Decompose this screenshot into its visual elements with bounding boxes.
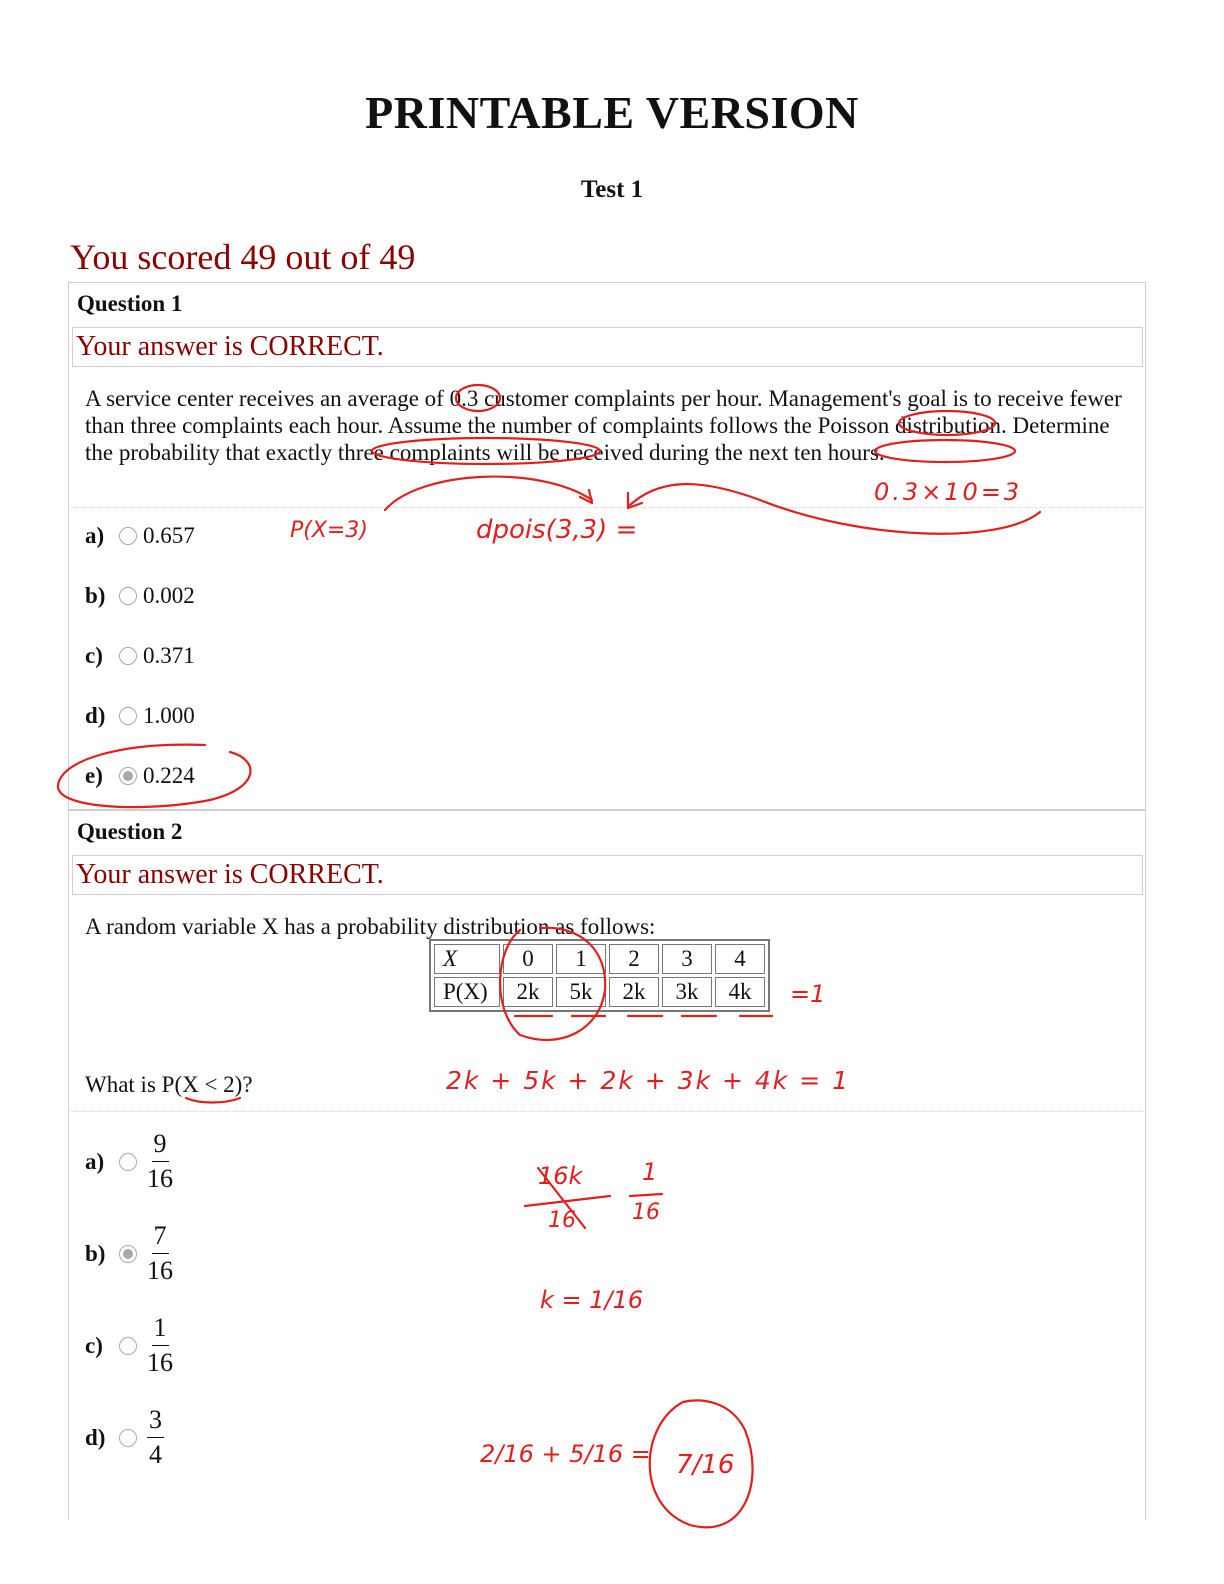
note-sum: 2k + 5k + 2k + 3k + 4k = 1: [446, 1066, 851, 1095]
separator: [71, 1111, 1143, 1112]
fraction: [147, 1221, 173, 1286]
radio-button-selected[interactable]: [119, 1245, 137, 1263]
question-title: Question 1: [77, 291, 183, 316]
question-text: A random variable X has a probability distribution as follows:: [85, 914, 656, 939]
score-text: You scored 49 out of 49: [70, 237, 416, 277]
option-c[interactable]: [85, 1313, 173, 1378]
table-row: [434, 944, 765, 974]
table-cell: 2: [609, 944, 659, 974]
table-cell: 3: [662, 944, 712, 974]
option-value: 0.371: [143, 643, 195, 668]
note-calc: 0.3×10=3: [874, 478, 1023, 506]
option-a[interactable]: [85, 523, 195, 549]
numerator: 1: [152, 1313, 169, 1346]
option-value: 0.657: [143, 523, 195, 548]
table-cell: 2k: [609, 977, 659, 1007]
option-b[interactable]: [85, 583, 195, 609]
option-value: 0.224: [143, 763, 195, 788]
denominator: 16: [147, 1256, 173, 1285]
question-1: [68, 282, 1146, 810]
note-final-sum: 2/16 + 5/16 =: [480, 1440, 651, 1468]
radio-button[interactable]: [119, 1429, 137, 1447]
question-2: [68, 810, 1146, 1520]
note-eq1: =1: [790, 980, 826, 1008]
question-prompt: What is P(X < 2)?: [85, 1072, 253, 1097]
option-letter: c): [85, 1332, 103, 1358]
option-a[interactable]: [85, 1129, 173, 1194]
distribution-table: [429, 939, 770, 1012]
option-d[interactable]: [85, 1405, 164, 1470]
option-letter: b): [85, 1240, 106, 1266]
option-c[interactable]: [85, 643, 195, 669]
answer-verdict: Your answer is CORRECT.: [72, 855, 1143, 895]
question-text: A service center receives an average of 0.3 customer complaints per hour. Management's goal is to receive fewer than three complaints each hour. Assume the number of complaints follows the Poisson distribution. Determine the probability that exactly three complaints will be received during the next ten hours.: [85, 386, 1122, 465]
table-cell: 4: [715, 944, 765, 974]
option-value: 1.000: [143, 703, 195, 728]
option-letter: a): [85, 523, 105, 548]
option-d[interactable]: [85, 703, 195, 729]
option-letter: b): [85, 583, 106, 608]
fraction: [147, 1129, 173, 1194]
option-letter: a): [85, 1148, 105, 1174]
radio-button[interactable]: [119, 707, 137, 725]
table-cell: 4k: [715, 977, 765, 1007]
numerator: 3: [147, 1405, 164, 1438]
numerator: 9: [152, 1129, 169, 1162]
note-16-den-rhs: 16: [632, 1200, 660, 1225]
table-cell: P(X): [434, 977, 500, 1007]
radio-button-selected[interactable]: [119, 767, 137, 785]
denominator: 4: [149, 1440, 162, 1469]
fraction: [147, 1405, 164, 1470]
radio-button[interactable]: [119, 647, 137, 665]
note-final-answer: 7/16: [676, 1450, 735, 1480]
radio-button[interactable]: [119, 587, 137, 605]
answer-verdict: Your answer is CORRECT.: [72, 327, 1143, 367]
table-cell: 2k: [503, 977, 553, 1007]
note-k-value: k = 1/16: [540, 1286, 644, 1314]
fraction: [147, 1313, 173, 1378]
option-e[interactable]: [85, 763, 195, 789]
radio-button[interactable]: [119, 1153, 137, 1171]
note-px: P(X=3): [290, 518, 368, 543]
note-dpois: dpois(3,3) =: [476, 515, 638, 545]
table-cell: 1: [556, 944, 606, 974]
denominator: 16: [147, 1348, 173, 1377]
table-cell: 5k: [556, 977, 606, 1007]
question-title: Question 2: [77, 819, 183, 844]
note-16-den: 16: [548, 1208, 576, 1233]
table-cell: 3k: [662, 977, 712, 1007]
option-letter: e): [85, 763, 103, 788]
denominator: 16: [147, 1164, 173, 1193]
option-letter: d): [85, 1424, 106, 1450]
option-b[interactable]: [85, 1221, 173, 1286]
radio-button[interactable]: [119, 1337, 137, 1355]
option-letter: c): [85, 643, 103, 668]
numerator: 7: [152, 1221, 169, 1254]
table-row: [434, 977, 765, 1007]
note-16k: 16k: [538, 1162, 583, 1190]
separator: [71, 507, 1143, 508]
option-value: 0.002: [143, 583, 195, 608]
table-cell: X: [434, 944, 500, 974]
note-16k-rhs: 1: [642, 1158, 658, 1186]
test-title: Test 1: [580, 176, 644, 203]
option-letter: d): [85, 703, 106, 728]
radio-button[interactable]: [119, 527, 137, 545]
page-title: PRINTABLE VERSION: [365, 87, 859, 138]
table-cell: 0: [503, 944, 553, 974]
